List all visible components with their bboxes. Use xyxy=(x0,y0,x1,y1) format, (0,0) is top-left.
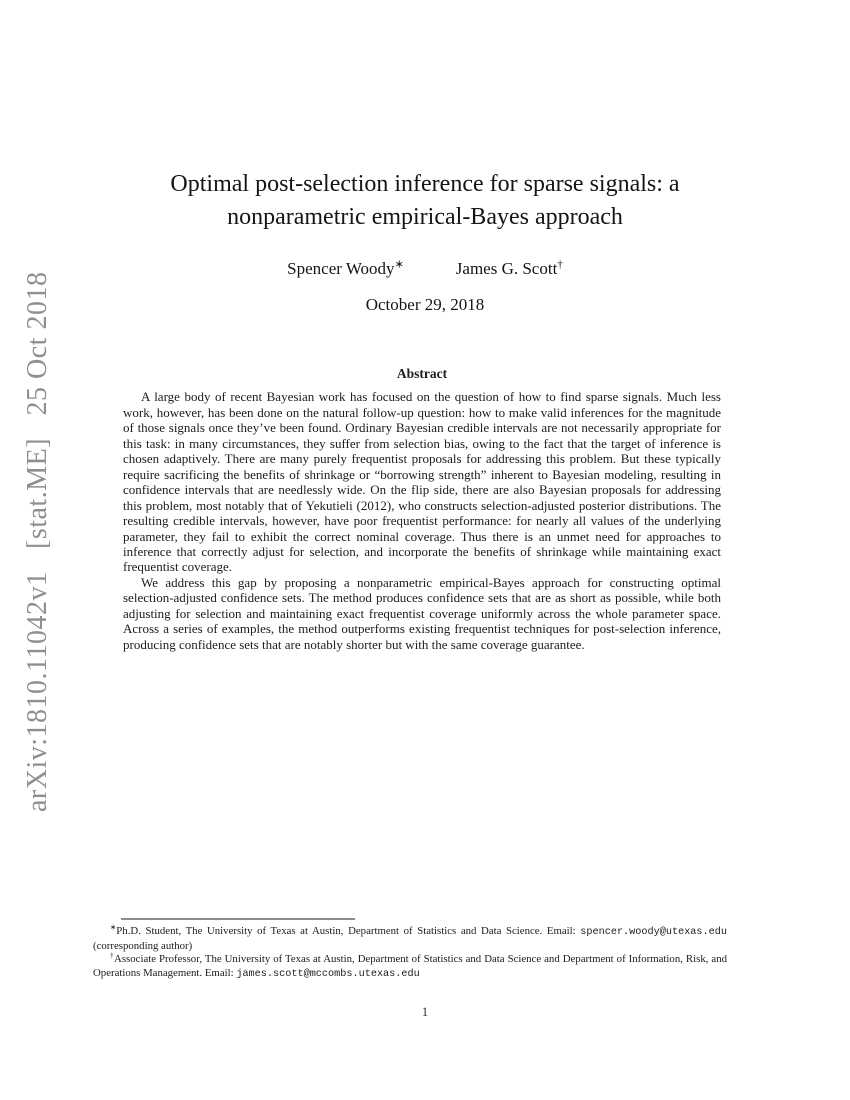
abstract-heading: Abstract xyxy=(396,366,448,381)
footnote-2-text: Associate Professor, The University of Texas at Austin, Department of Statistics and Data Science and Department of Information, Risk, and Operations Management. Email: xyxy=(93,953,727,979)
author-2-footnote-mark: † xyxy=(557,258,563,271)
footnote-1-mark: ∗ xyxy=(110,922,117,932)
paper-title-line-1: Optimal post-selection inference for sparse signals: a xyxy=(170,171,680,197)
footnote-1-email: spencer.woody@utexas.edu xyxy=(580,927,727,938)
footnote-2-mark: † xyxy=(110,950,115,960)
author-1-name: Spencer Woody xyxy=(287,259,395,278)
author-1 xyxy=(287,259,404,279)
footnote-2-email: james.scott@mccombs.utexas.edu xyxy=(236,968,420,980)
abstract-paragraph-1: A large body of recent Bayesian work has focused on the question of how to find sparse signals. Much less work, however, has been done on the natural follow-up question: how to make valid inferences for the magnitude of those signals once they’ve been found. Ordinary Bayesian credible intervals are not necessarily appropriate for this task: in many circumstances, they suffer from selection bias, owing to the fact that the target of inference is chosen adaptively. There are many purely frequentist proposals for addressing this problem. But these typically require sacrificing the benefits of shrinkage or “borrowing strength” inherent to Bayesian modeling, resulting in confidence intervals that are needlessly wide. On the flip side, there are also Bayesian proposals for addressing this problem, most notably that of Yekutieli (2012), who constructs selection-adjusted posterior distributions. The resulting credible intervals, however, have poor frequentist performance: for nearly all values of the underlying parameter, they fail to exhibit the correct nominal coverage. Thus there is an unmet need for approaches to inference that correctly adjust for selection, and incorporate the benefits of shrinkage while maintaining exact frequentist coverage. xyxy=(123,389,721,575)
footnote-1-text-after: (corresponding author) xyxy=(93,939,193,952)
author-2 xyxy=(456,259,563,279)
title-block xyxy=(0,168,850,234)
page-number: 1 xyxy=(421,1004,429,1019)
footnote-1-text: Ph.D. Student, The University of Texas at Austin, Department of Statistics and Data Science. Email: xyxy=(116,925,581,937)
arxiv-watermark: arXiv:1810.11042v1 [stat.ME] 25 Oct 2018 xyxy=(22,271,53,812)
footnote-1 xyxy=(93,922,727,953)
author-1-footnote-mark: ∗ xyxy=(394,258,404,271)
footnotes-block xyxy=(93,922,727,981)
authors-row xyxy=(0,259,850,279)
abstract-section xyxy=(123,366,721,652)
paper-date: October 29, 2018 xyxy=(365,295,485,314)
abstract-paragraph-2: We address this gap by proposing a nonparametric empirical-Bayes approach for constructing optimal selection-adjusted confidence sets. The method produces confidence sets that are as short as possible, while both adjusting for selection and maintaining exact frequentist coverage uniformly across the whole parameter space. Across a series of examples, the method outperforms existing frequentist techniques for post-selection inference, producing confidence sets that are notably shorter but with the same coverage guarantee. xyxy=(123,574,721,652)
paper-title-line-2: nonparametric empirical-Bayes approach xyxy=(227,204,623,230)
footnote-rule xyxy=(121,918,355,920)
footnote-2 xyxy=(93,950,727,981)
author-2-name: James G. Scott xyxy=(455,259,558,278)
